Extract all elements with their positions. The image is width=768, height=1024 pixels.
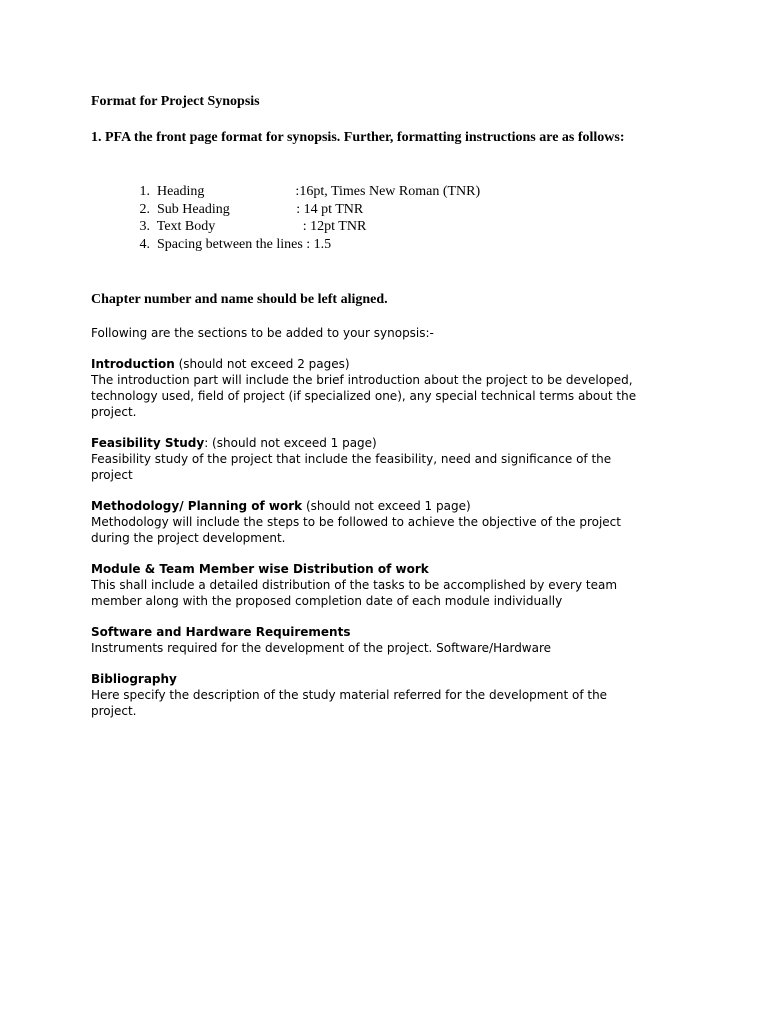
section-note: (should not exceed 2 pages): [174, 357, 350, 371]
list-item-text: Spacing between the lines : 1.5: [157, 237, 332, 253]
section-heading: Methodology/ Planning of work: [91, 499, 303, 513]
chapter-alignment-note: Chapter number and name should be left aligned.: [91, 292, 388, 307]
list-item-text: Sub Heading : 14 pt TNR: [157, 201, 364, 217]
list-item-number: 3.: [139, 219, 150, 235]
list-item: [91, 218, 480, 236]
section-body-line: member along with the proposed completion date of each module individually: [91, 594, 563, 608]
formatting-instructions-heading: 1. PFA the front page format for synopsis. Further, formatting instructions are as follows:: [91, 130, 625, 145]
section-body-line: project.: [91, 704, 137, 718]
section-body-line: This shall include a detailed distribution of the tasks to be accomplished by every team: [91, 578, 618, 592]
format-spec-list: [91, 183, 480, 254]
section-note: : (should not exceed 1 page): [204, 436, 377, 450]
sections-intro: Following are the sections to be added to your synopsis:-: [91, 326, 434, 340]
section-body-line: Methodology will include the steps to be followed to achieve the objective of the project: [91, 515, 621, 529]
section-heading: Introduction: [91, 357, 175, 371]
section-heading: Feasibility Study: [91, 436, 205, 450]
list-item-number: 2.: [139, 201, 150, 217]
section-body-line: The introduction part will include the brief introduction about the project to be developed,: [91, 373, 633, 387]
section-body-line: Feasibility study of the project that include the feasibility, need and significance of the: [91, 452, 612, 466]
section-body-line: during the project development.: [91, 531, 286, 545]
list-item-number: 4.: [139, 237, 150, 253]
section-body-line: Here specify the description of the study material referred for the development of the: [91, 688, 608, 702]
document-title: Format for Project Synopsis: [91, 94, 260, 109]
list-item-text: Text Body : 12pt TNR: [156, 219, 367, 235]
section-body-line: project: [91, 468, 133, 482]
section-methodology: [91, 498, 691, 546]
list-item: [91, 236, 480, 254]
section-feasibility-study: [91, 435, 691, 483]
list-item-number: 1.: [139, 184, 150, 199]
list-item: [91, 183, 480, 201]
section-module-team-distribution: [91, 561, 691, 609]
section-body-line: project.: [91, 405, 137, 419]
section-bibliography: [91, 671, 691, 719]
section-body-line: technology used, field of project (if specialized one), any special technical terms about the: [91, 389, 637, 403]
section-note: (should not exceed 1 page): [302, 499, 471, 513]
list-item-text: Heading :16pt, Times New Roman (TNR): [157, 184, 481, 199]
section-heading: Bibliography: [91, 672, 177, 686]
section-introduction: [91, 356, 691, 420]
section-body-line: Instruments required for the development of the project. Software/Hardware: [91, 641, 552, 655]
section-software-hardware: [91, 624, 691, 656]
section-heading: Module & Team Member wise Distribution of work: [91, 562, 429, 576]
list-item: [91, 201, 480, 219]
section-heading: Software and Hardware Requirements: [91, 625, 351, 639]
